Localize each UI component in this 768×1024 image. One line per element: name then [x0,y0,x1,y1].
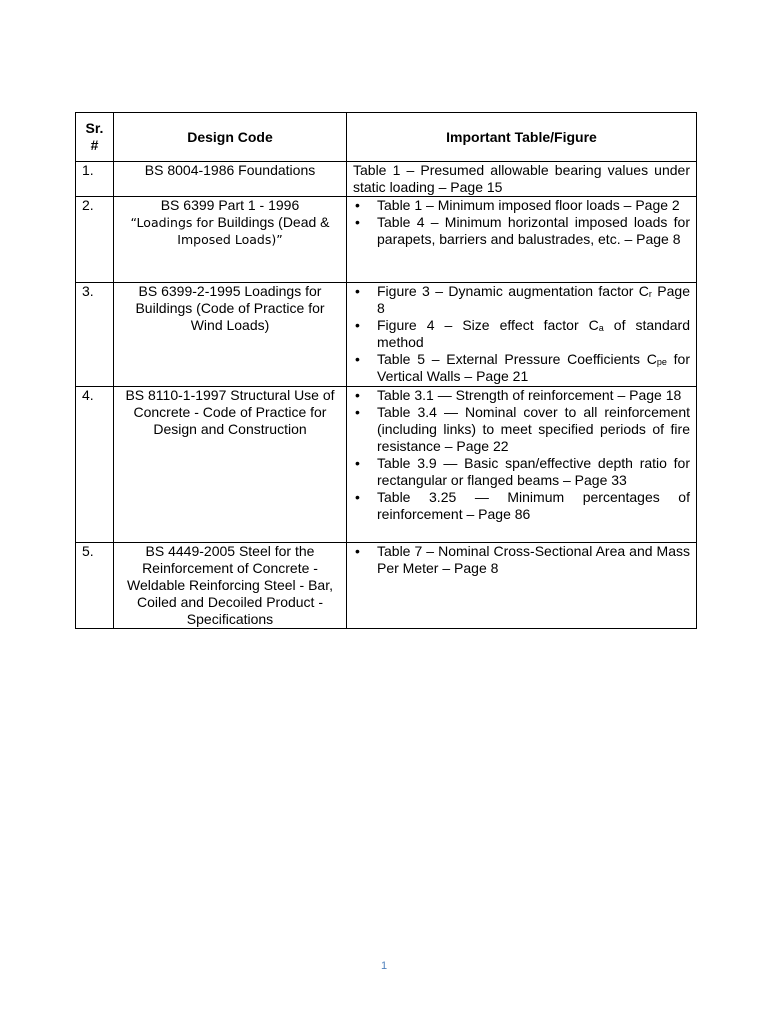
sr-cell: 5. [76,543,114,629]
bullet-icon: • [355,543,360,559]
figure-list [353,387,690,523]
bullet-icon: • [355,317,360,333]
figure-list [353,283,690,385]
table-row [76,162,697,197]
sr-cell: 4. [76,387,114,543]
page-number: 1 [380,960,388,972]
sr-cell: 1. [76,162,114,197]
list-item: • Table 1 – Minimum imposed floor loads – Page 2 [355,197,680,213]
design-codes-table [75,112,697,629]
design-code-cell: BS 4449-2005 Steel for the Reinforcement of Concrete - Weldable Reinforcing Steel - Bar, Coiled and Decoiled Product - Specifications [114,543,347,629]
list-item: • Table 5 – External Pressure Coefficients $C_{pe}$ for Vertical Walls – Page 21 [355,351,690,384]
design-code-cell: BS 8110-1-1997 Structural Use of Concrete - Code of Practice for Design and Construction [114,387,347,543]
bullet-icon: • [355,197,360,213]
sr-cell: 2. [76,197,114,283]
list-item: • Table 3.1 — Strength of reinforcement – Page 18 [355,387,682,403]
table-header-row [76,113,697,162]
design-code-cell: BS 6399-2-1995 Loadings for Buildings (Code of Practice for Wind Loads) [114,283,347,387]
sr-cell: 3. [76,283,114,387]
design-code-quote-mid: Buildings (Dead & [213,214,330,230]
bullet-icon: • [355,387,360,403]
figure-list [353,543,690,577]
bullet-icon: • [355,283,360,299]
design-code-cell [114,197,347,283]
bullet-icon: • [355,489,360,505]
important-figure-cell [347,387,697,543]
list-item: • Table 4 – Minimum horizontal imposed loads for parapets, barriers and balustrades, etc. – Page 8 [355,214,690,247]
bullet-icon: • [355,455,360,471]
important-figure-cell [347,162,697,197]
list-item: • Table 7 – Nominal Cross-Sectional Area and Mass Per Meter – Page 8 [355,543,690,576]
table-row [76,283,697,387]
design-code-cell: BS 8004-1986 Foundations [114,162,347,197]
important-figure-cell [347,543,697,629]
figure-text: Table 1 – Presumed allowable bearing values under static loading – Page 15 [353,162,690,195]
table-row [76,387,697,543]
important-figure-cell [347,197,697,283]
header-design-code: Design Code [114,113,347,162]
design-code-line: BS 6399 Part 1 - 1996 [160,197,300,213]
header-important-table-figure: Important Table/Figure [347,113,697,162]
list-item: • Table 3.9 — Basic span/effective depth ratio for rectangular or flanged beams – Page 33 [355,455,690,488]
list-item: • Figure 3 – Dynamic augmentation factor $C_r$ Page 8 [355,283,690,316]
header-sr: Sr. # [76,113,114,162]
bullet-icon: • [355,404,360,420]
list-item: • Table 3.4 — Nominal cover to all reinforcement (including links) to meet specified periods of fire resistance – Page 22 [355,404,690,454]
table-row [76,543,697,629]
bullet-icon: • [355,214,360,230]
list-item: • Figure 4 – Size effect factor $C_a$ of standard method [355,317,690,350]
list-item: • Table 3.25 — Minimum percentages of reinforcement – Page 86 [355,489,690,522]
table-row [76,197,697,283]
important-figure-cell [347,283,697,387]
figure-list [353,197,690,248]
design-code-quote-start: “Loadings for [130,215,214,230]
design-code-quote-end: Imposed Loads)” [177,232,283,247]
bullet-icon: • [355,351,360,367]
